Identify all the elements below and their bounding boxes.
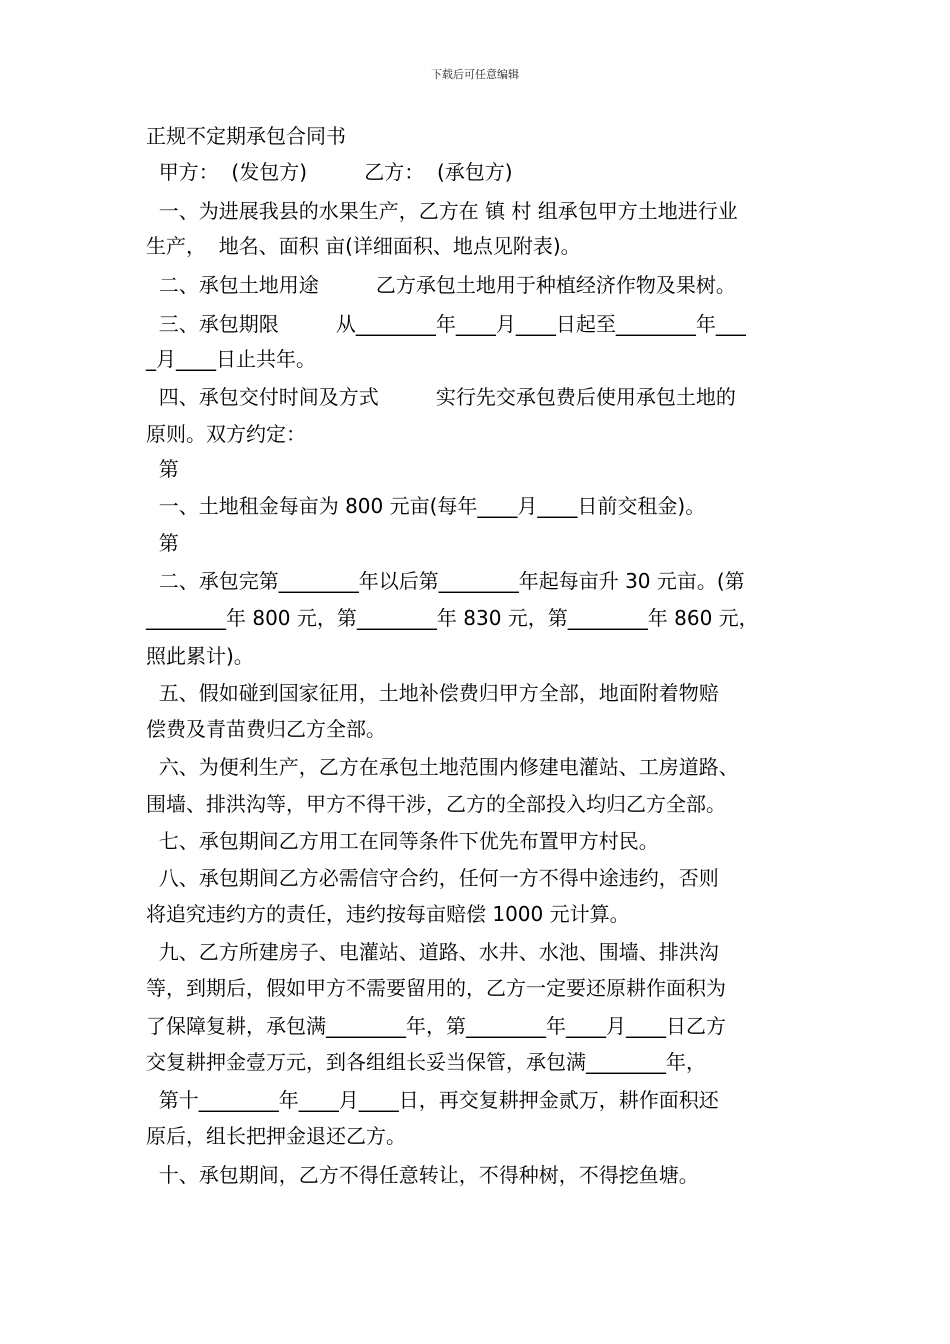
term-first-label: 第 xyxy=(146,457,179,481)
clause-7-line: 七、承包期间乙方用工在同等条件下优先布置甲方村民。 xyxy=(146,829,659,853)
clause-1-line-1: 一、为进展我县的水果生产，乙方在 镇 村 组承包甲方土地进行业 xyxy=(146,199,738,223)
parties-line: 甲方： (发包方) 乙方： (承包方) xyxy=(146,160,513,184)
term-2-line-2: ________年 800 元，第________年 830 元，第________年 860 元， xyxy=(146,606,759,630)
clause-4-line-2: 原则。双方约定： xyxy=(146,422,306,446)
term-2-line-1: 二、承包完第________年以后第________年起每亩升 30 元亩。(第 xyxy=(146,569,745,593)
clause-6-line-2: 围墙、排洪沟等，甲方不得干涉，乙方的全部投入均归乙方全部。 xyxy=(146,792,726,816)
clause-6-line-1: 六、为便利生产，乙方在承包土地范围内修建电灌站、工房道路、 xyxy=(146,755,739,779)
clause-8-line-1: 八、承包期间乙方必需信守合约，任何一方不得中途违约，否则 xyxy=(146,866,719,890)
clause-8-line-2: 将追究违约方的责任，违约按每亩赔偿 1000 元计算。 xyxy=(146,902,630,926)
term-2-line-3: 照此累计)。 xyxy=(146,644,254,668)
clause-4-line-1: 四、承包交付时间及方式 实行先交承包费后使用承包土地的 xyxy=(146,385,736,409)
clause-9-line-2: 等，到期后，假如甲方不需要留用的，乙方一定要还原耕作面积为 xyxy=(146,976,726,1000)
clause-9-line-5: 第十________年____月____日，再交复耕押金贰万，耕作面积还 xyxy=(146,1088,719,1112)
clause-5-line-1: 五、假如碰到国家征用，土地补偿费归甲方全部，地面附着物赔 xyxy=(146,681,719,705)
term-second-label: 第 xyxy=(146,531,179,555)
clause-9-line-6: 原后，组长把押金退还乙方。 xyxy=(146,1124,406,1148)
clause-9-line-3: 了保障复耕，承包满________年，第________年____月____日乙方 xyxy=(146,1014,726,1038)
term-1-line: 一、土地租金每亩为 800 元亩(每年____月____日前交租金)。 xyxy=(146,494,706,518)
clause-5-line-2: 偿费及青苗费归乙方全部。 xyxy=(146,717,386,741)
clause-9-line-1: 九、乙方所建房子、电灌站、道路、水井、水池、围墙、排洪沟 xyxy=(146,940,719,964)
clause-9-line-4: 交复耕押金壹万元，到各组组长妥当保管，承包满________年， xyxy=(146,1050,706,1074)
clause-3-line-1: 三、承包期限 从________年____月____日起至________年___ xyxy=(146,312,746,336)
clause-1-line-2: 生产， 地名、面积 亩(详细面积、地点见附表)。 xyxy=(146,234,581,258)
clause-3-line-2: _月____日止共年。 xyxy=(146,347,316,371)
clause-2-line: 二、承包土地用途 乙方承包土地用于种植经济作物及果树。 xyxy=(146,273,736,297)
page-header: 下载后可任意编辑 xyxy=(431,68,519,81)
clause-10-line: 十、承包期间，乙方不得任意转让，不得种树，不得挖鱼塘。 xyxy=(146,1163,699,1187)
document-title: 正规不定期承包合同书 xyxy=(146,124,346,148)
